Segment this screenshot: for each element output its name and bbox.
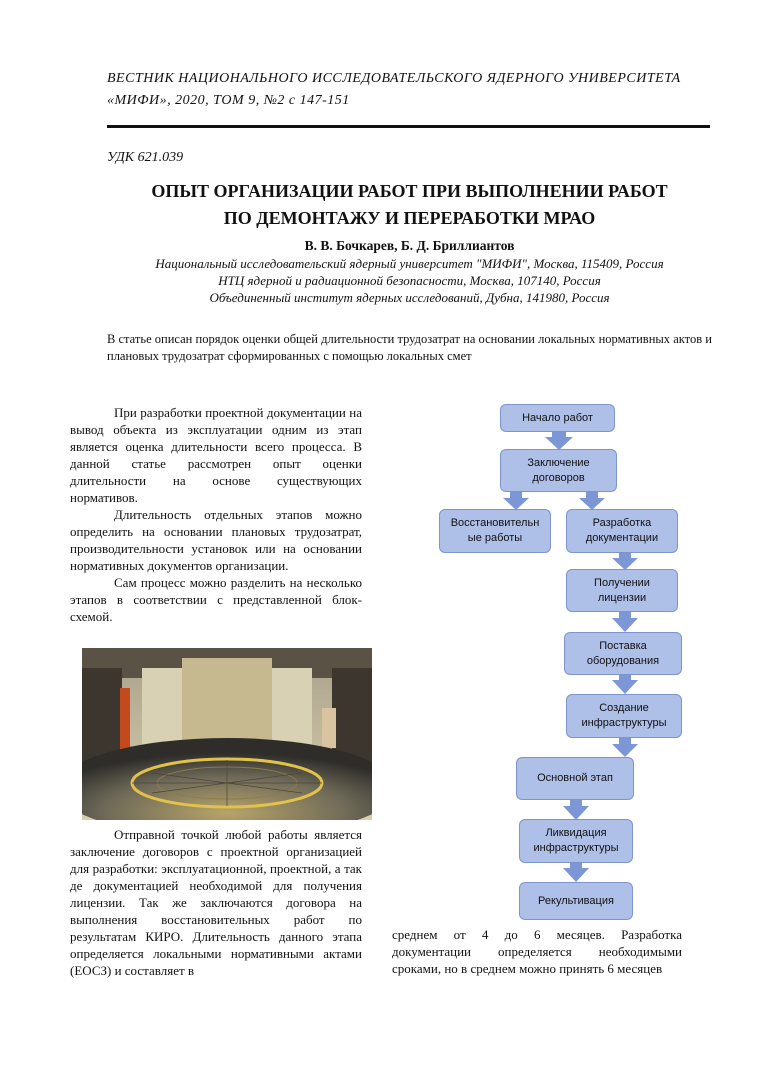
affiliation-1: Национальный исследовательский ядерный университет "МИФИ", Москва, 115409, Россия (155, 256, 664, 271)
paragraph-5: среднем от 4 до 6 месяцев. Разработка документации определяется необходимыми сроками, но в среднем можно принять 6 месяцев (392, 927, 682, 976)
arrow-start-to-contracts (545, 430, 573, 450)
flow-infra-create: Создание инфраструктуры (566, 694, 682, 738)
udk-code: УДК 621.039 (107, 150, 184, 165)
arrow-contracts-to-restoration (503, 492, 529, 510)
flow-contracts: Заключение договоров (500, 449, 617, 492)
journal-line-2: «МИФИ», 2020, ТОМ 9, №2 с 147-151 (107, 93, 350, 108)
arrow-main-to-liquidation (563, 800, 589, 820)
affiliation-2: НТЦ ядерной и радиационной безопасности, Москва, 107140, Россия (218, 273, 601, 288)
flow-recultivation: Рекультивация (519, 882, 633, 920)
arrow-contracts-to-documentation (579, 492, 605, 510)
flow-main-stage: Основной этап (516, 757, 634, 800)
authors: В. В. Бочкарев, Б. Д. Бриллиантов (304, 238, 515, 253)
paragraph-3: Сам процесс можно разделить на несколько этапов в соответствии с представленной блок-схемой. (70, 575, 362, 624)
title-line-1: ОПЫТ ОРГАНИЗАЦИИ РАБОТ ПРИ ВЫПОЛНЕНИИ РАБОТ (151, 181, 668, 201)
arrow-documentation-to-license (612, 552, 638, 570)
journal-line-1: ВЕСТНИК НАЦИОНАЛЬНОГО ИССЛЕДОВАТЕЛЬСКОГО ЯДЕРНОГО УНИВЕРСИТЕТА (107, 71, 681, 86)
arrow-infra-to-main (612, 738, 638, 757)
abstract: В статье описан порядок оценки общей длительности трудозатрат на основании локальных нормативных актов и плановых трудозатрат сформированных с помощью локальных смет (107, 332, 712, 363)
arrow-license-to-equipment (612, 612, 638, 632)
flow-start: Начало работ (500, 404, 615, 432)
flow-equipment: Поставка оборудования (564, 632, 682, 675)
arrow-equipment-to-infra (612, 674, 638, 694)
paragraph-4: Отправной точкой любой работы является заключение договоров с проектной организацией для разработки: эксплуатационной, проектной, а так де документацией необходимой для получения лицензии. Так же заключаются договора на выполнения восстановительных работ по результатам КИРО. Длительность данного этапа определяется локальными нормативными актами (ЕОСЗ) и составляет в (70, 827, 362, 978)
flow-restoration: Восстановительн ые работы (439, 509, 551, 553)
title-line-2: ПО ДЕМОНТАЖУ И ПЕРЕРАБОТКИ МРАО (223, 208, 596, 228)
flow-license: Получении лицензии (566, 569, 678, 612)
flow-infra-liquidation: Ликвидация инфраструктуры (519, 819, 633, 863)
paragraph-1: При разработки проектной документации на вывод объекта из эксплуатации одним из этап является оценка длительности всего процесса. В данной статье рассмотрен опыт оценки длительности на основе существующих нормативов. (70, 405, 362, 505)
flow-documentation: Разработка документации (566, 509, 678, 553)
affiliation-3: Объединенный институт ядерных исследований, Дубна, 141980, Россия (209, 290, 610, 305)
arrow-liquidation-to-recultivation (563, 862, 589, 882)
paragraph-2: Длительность отдельных этапов можно определить на основании плановых трудозатрат, производительности установок или на основании нормативных документов организации. (70, 507, 362, 573)
